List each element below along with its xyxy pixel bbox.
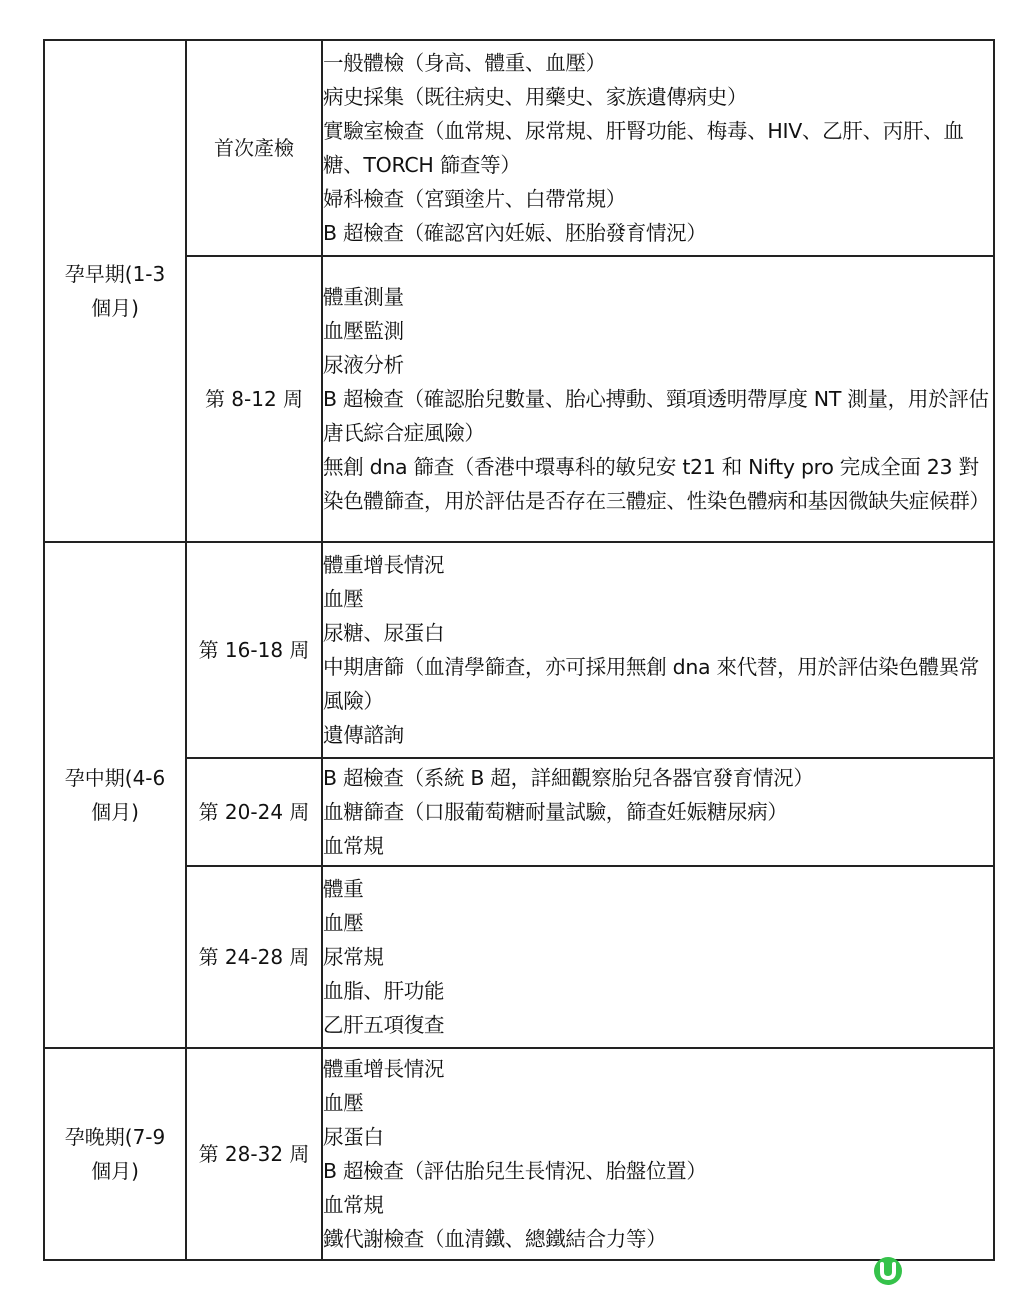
prenatal-checkup-table bbox=[43, 39, 995, 1261]
list-item: 血壓 bbox=[323, 1091, 364, 1115]
stage-label-line: 孕晚期(7-9 bbox=[64, 1125, 166, 1149]
list-item: 體重測量 bbox=[323, 285, 404, 309]
list-item: 無創 dna 篩查（香港中環專科的敏兒安 t21 和 Nifty pro 完成全面 23 對染色體篩查，用於評估是否存在三體症、性染色體病和基因微缺失症候群） bbox=[323, 455, 990, 513]
items-cell bbox=[322, 1048, 994, 1260]
list-item: 尿糖、尿蛋白 bbox=[323, 621, 445, 645]
list-item: 血壓 bbox=[323, 587, 364, 611]
stage-cell-early bbox=[44, 40, 186, 542]
stage-cell-late bbox=[44, 1048, 186, 1260]
list-item: B 超檢查（評估胎兒生長情況、胎盤位置） bbox=[323, 1159, 707, 1183]
list-item: 體重 bbox=[323, 877, 364, 901]
list-item: 血糖篩查（口服葡萄糖耐量試驗，篩查妊娠糖尿病） bbox=[323, 800, 788, 824]
stage-label-line: 孕早期(1-3 bbox=[64, 262, 166, 286]
list-item: 體重增長情況 bbox=[323, 553, 445, 577]
items-cell bbox=[322, 40, 994, 256]
list-item: 實驗室檢查（血常規、尿常規、肝腎功能、梅毒、HIV、乙肝、丙肝、血糖、TORCH 篩查等） bbox=[323, 119, 964, 177]
items-cell bbox=[322, 866, 994, 1048]
list-item: 血常規 bbox=[323, 834, 384, 858]
list-item: B 超檢查（系統 B 超，詳細觀察胎兒各器官發育情況） bbox=[323, 766, 814, 790]
stage-label-line: 個月) bbox=[91, 800, 139, 824]
list-item: 血脂、肝功能 bbox=[323, 979, 445, 1003]
table-row bbox=[44, 866, 994, 1048]
items-cell bbox=[322, 256, 994, 542]
list-item: 血壓監測 bbox=[323, 319, 404, 343]
list-item: 乙肝五項復查 bbox=[323, 1013, 445, 1037]
stage-label-line: 個月) bbox=[91, 1159, 139, 1183]
stage-label-line: 個月) bbox=[91, 296, 139, 320]
table-row bbox=[44, 1048, 994, 1260]
list-item: 遺傳諮詢 bbox=[323, 723, 404, 747]
stage-cell-mid bbox=[44, 542, 186, 1048]
list-item: 鐵代謝檢查（血清鐵、總鐵結合力等） bbox=[323, 1227, 667, 1251]
list-item: 尿液分析 bbox=[323, 353, 404, 377]
stage-label-line: 孕中期(4-6 bbox=[64, 766, 166, 790]
list-item: B 超檢查（確認宮內妊娠、胚胎發育情況） bbox=[323, 221, 707, 245]
list-item: 婦科檢查（宮頸塗片、白帶常規） bbox=[323, 187, 626, 211]
week-cell: 第 24-28 周 bbox=[186, 866, 322, 1048]
list-item: 血壓 bbox=[323, 911, 364, 935]
week-cell: 第 28-32 周 bbox=[186, 1048, 322, 1260]
list-item: 尿蛋白 bbox=[323, 1125, 384, 1149]
u-letter-logo-icon bbox=[873, 1256, 903, 1286]
list-item: 一般體檢（身高、體重、血壓） bbox=[323, 51, 606, 75]
week-cell: 第 20-24 周 bbox=[186, 758, 322, 866]
list-item: 病史採集（既往病史、用藥史、家族遺傳病史） bbox=[323, 85, 748, 109]
table-row bbox=[44, 542, 994, 758]
list-item: B 超檢查（確認胎兒數量、胎心搏動、頸項透明帶厚度 NT 測量，用於評估唐氏綜合症風險） bbox=[323, 387, 989, 445]
week-cell: 首次產檢 bbox=[186, 40, 322, 256]
week-cell: 第 16-18 周 bbox=[186, 542, 322, 758]
items-cell bbox=[322, 542, 994, 758]
list-item: 血常規 bbox=[323, 1193, 384, 1217]
items-cell bbox=[322, 758, 994, 866]
list-item: 中期唐篩（血清學篩查，亦可採用無創 dna 來代替，用於評估染色體異常風險） bbox=[323, 655, 980, 713]
table-row bbox=[44, 256, 994, 542]
list-item: 體重增長情況 bbox=[323, 1057, 445, 1081]
week-cell: 第 8-12 周 bbox=[186, 256, 322, 542]
table-row bbox=[44, 758, 994, 866]
list-item: 尿常規 bbox=[323, 945, 384, 969]
table-row bbox=[44, 40, 994, 256]
